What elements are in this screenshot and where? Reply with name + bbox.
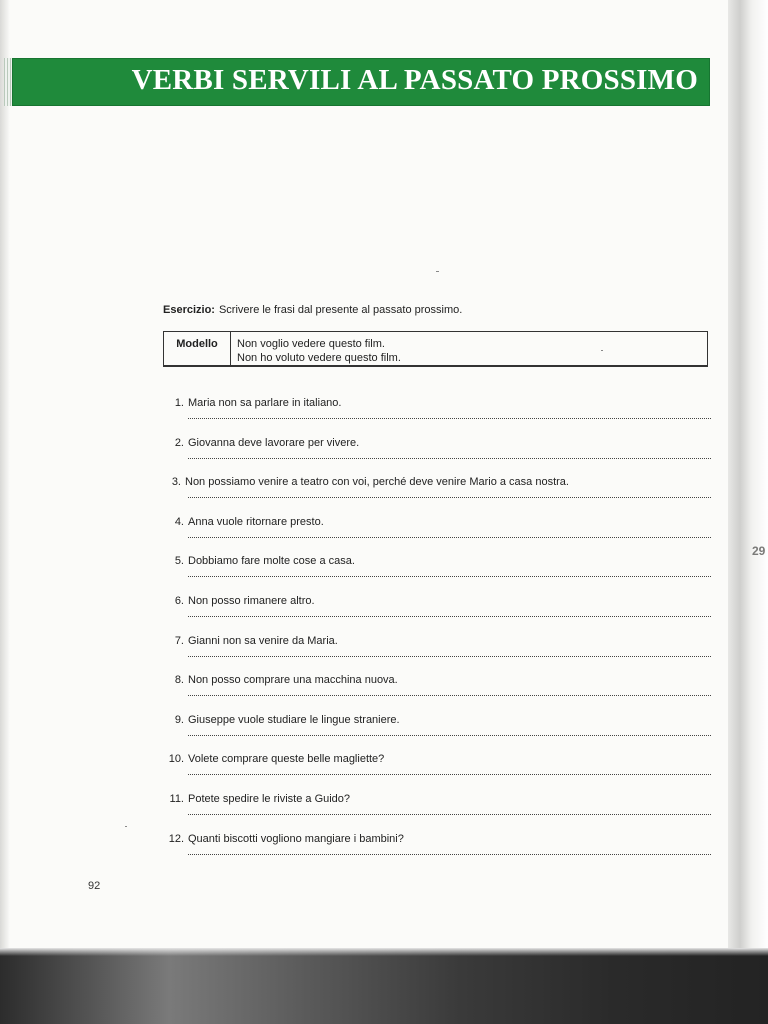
exercise-sentence: Non posso rimanere altro. (188, 595, 315, 607)
answer-line[interactable] (188, 497, 711, 498)
scan-speck (601, 350, 603, 351)
exercise-number: 3. (171, 476, 181, 488)
model-example-box (163, 331, 708, 367)
exercise-number: 2. (174, 437, 184, 449)
exercise-number: 5. (174, 555, 184, 567)
exercise-number: 9. (174, 714, 184, 726)
instruction-lead: Esercizio: (163, 304, 215, 316)
exercise-number: 4. (174, 516, 184, 528)
model-past-sentence: Non ho voluto vedere questo film. (237, 352, 401, 364)
exercise-number: 1. (174, 397, 184, 409)
answer-line[interactable] (188, 774, 711, 775)
banner-edge-decoration (4, 58, 12, 106)
answer-line[interactable] (188, 656, 711, 657)
exercise-number: 8. (174, 674, 184, 686)
model-label: Modello (164, 332, 231, 365)
exercise-sentence: Potete spedire le riviste a Guido? (188, 793, 351, 805)
exercise-item (0, 516, 738, 556)
exercise-instruction (163, 304, 462, 316)
answer-line[interactable] (188, 418, 711, 419)
exercise-item (0, 793, 738, 833)
next-page-number-fragment: 29 (752, 544, 766, 558)
answer-line[interactable] (188, 735, 711, 736)
exercise-item (0, 437, 738, 477)
scan-speck (125, 826, 127, 827)
exercise-sentence: Anna vuole ritornare presto. (188, 516, 324, 528)
exercise-number: 12. (168, 833, 184, 845)
exercise-sentence: Giovanna deve lavorare per vivere. (188, 437, 360, 449)
exercise-item (0, 555, 738, 595)
exercise-item (0, 674, 738, 714)
exercise-item (0, 714, 738, 754)
exercise-sentence: Maria non sa parlare in italiano. (188, 397, 342, 409)
page-number: 92 (88, 880, 101, 892)
answer-line[interactable] (188, 854, 711, 855)
exercise-item (0, 595, 738, 635)
answer-line[interactable] (188, 576, 711, 577)
model-sentences (237, 337, 401, 365)
exercise-sentence: Dobbiamo fare molte cose a casa. (188, 555, 355, 567)
exercise-item (0, 397, 738, 437)
exercise-number: 11. (169, 793, 184, 805)
answer-line[interactable] (188, 458, 711, 459)
exercise-number: 10. (168, 753, 184, 765)
exercise-sentence: Giuseppe vuole studiare le lingue straniere. (188, 714, 400, 726)
title-banner (12, 58, 710, 106)
exercise-item (0, 635, 738, 675)
exercise-item (0, 476, 738, 516)
exercise-number: 7. (174, 635, 184, 647)
answer-line[interactable] (188, 537, 711, 538)
exercise-sentence: Non possiamo venire a teatro con voi, perché deve venire Mario a casa nostra. (185, 476, 569, 488)
exercise-number: 6. (174, 595, 184, 607)
exercise-sentence: Gianni non sa venire da Maria. (188, 635, 338, 647)
model-present-sentence: Non voglio vedere questo film. (237, 338, 385, 350)
answer-line[interactable] (188, 695, 711, 696)
scanner-shadow (0, 948, 768, 1024)
answer-line[interactable] (188, 814, 711, 815)
instruction-text: Scrivere le frasi dal presente al passato prossimo. (218, 304, 463, 316)
answer-line[interactable] (188, 616, 711, 617)
scan-speck (436, 271, 439, 272)
page-title: VERBI SERVILI AL PASSATO PROSSIMO (131, 64, 698, 96)
next-page-edge (728, 0, 768, 948)
exercise-sentence: Non posso comprare una macchina nuova. (188, 674, 398, 686)
exercise-item (0, 753, 738, 793)
exercise-sentence: Quanti biscotti vogliono mangiare i bambini? (188, 833, 404, 845)
exercise-item (0, 833, 738, 873)
exercise-sentence: Volete comprare queste belle magliette? (188, 753, 385, 765)
